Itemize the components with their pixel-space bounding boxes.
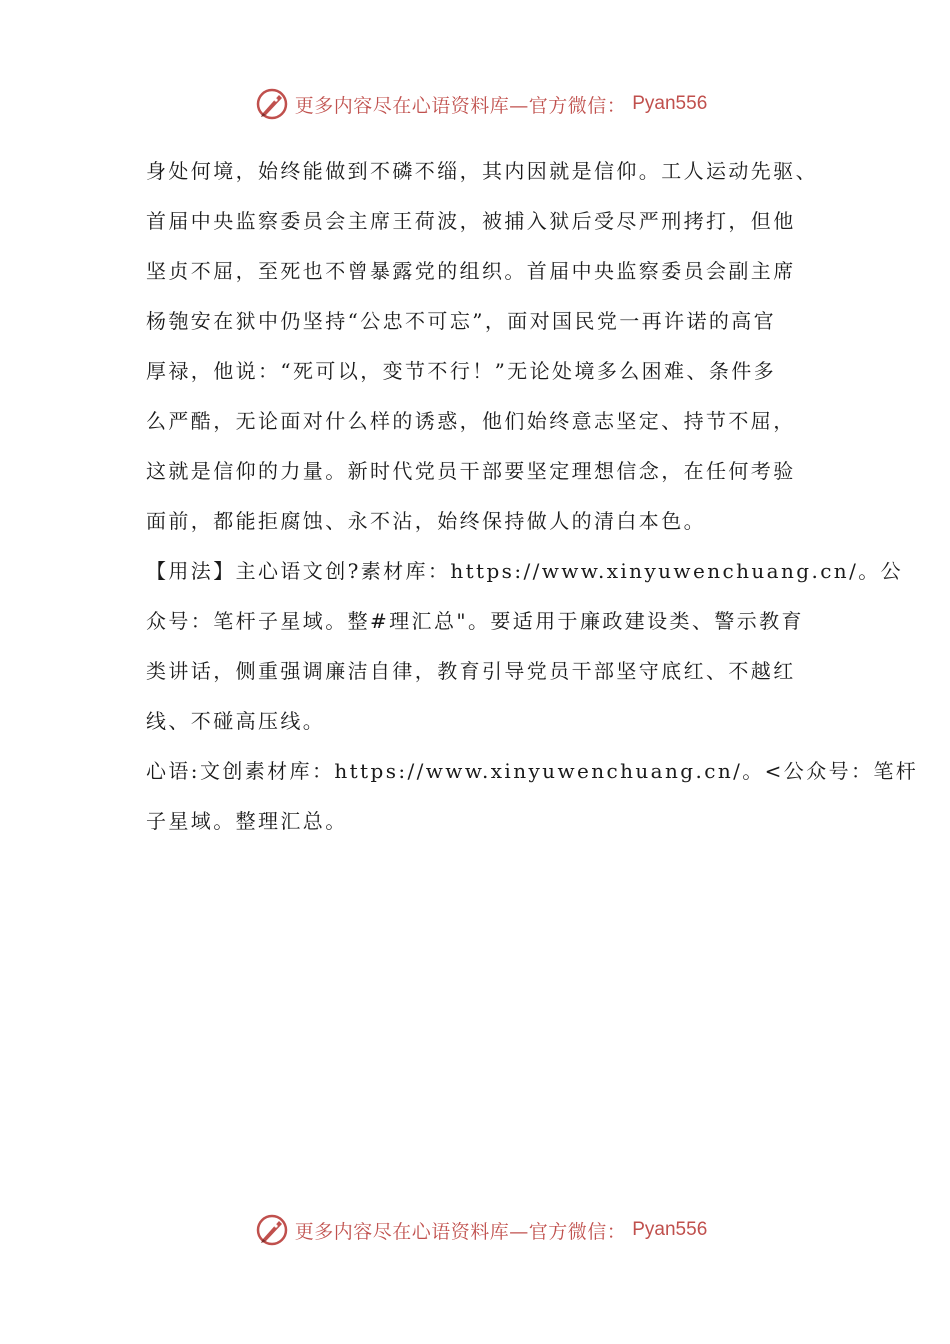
- body-line: 众号：笔杆子星域。整#理汇总"。要适用于廉政建设类、警示教育: [146, 609, 804, 633]
- body-line: 坚贞不屈，至死也不曾暴露党的组织。首届中央监察委员会副主席: [146, 259, 796, 283]
- pen-logo-icon: [255, 87, 289, 121]
- pen-logo-icon: [255, 1213, 289, 1247]
- body-line: 子星域。整理汇总。: [146, 809, 348, 833]
- body-line: 么严酷，无论面对什么样的诱惑，他们始终意志坚定、持节不屈，: [146, 409, 796, 433]
- banner-wechat-id: Pyan556: [632, 93, 708, 114]
- body-line: 这就是信仰的力量。新时代党员干部要坚定理想信念，在任何考验: [146, 459, 796, 483]
- body-line: 【用法】主心语文创?素材库：https://www.xinyuwenchuang.cn/。公: [146, 559, 904, 583]
- body-line: 厚禄，他说：“死可以，变节不行！”无论处境多么困难、条件多: [146, 359, 777, 383]
- body-line: 身处何境，始终能做到不磷不缁，其内因就是信仰。工人运动先驱、: [146, 159, 818, 183]
- body-line: 心语:文创素材库：https://www.xinyuwenchuang.cn/。<公众号：笔杆: [146, 759, 919, 783]
- banner-wechat-id: Pyan556: [632, 1219, 708, 1240]
- header-banner: [0, 84, 950, 124]
- footer-banner: [0, 1210, 950, 1250]
- document-body: [146, 146, 919, 846]
- body-line: 类讲话，侧重强调廉洁自律，教育引导党员干部坚守底红、不越红: [146, 659, 796, 683]
- body-line: 首届中央监察委员会主席王荷波，被捕入狱后受尽严刑拷打，但他: [146, 209, 796, 233]
- banner-text: 更多内容尽在心语资料库—官方微信：: [294, 1220, 627, 1243]
- banner-text: 更多内容尽在心语资料库—官方微信：: [294, 94, 627, 117]
- body-line: 线、不碰高压线。: [146, 709, 326, 733]
- body-line: 杨匏安在狱中仍坚持“公忠不可忘”，面对国民党一再许诺的高官: [146, 309, 777, 333]
- body-line: 面前，都能拒腐蚀、永不沾，始终保持做人的清白本色。: [146, 509, 706, 533]
